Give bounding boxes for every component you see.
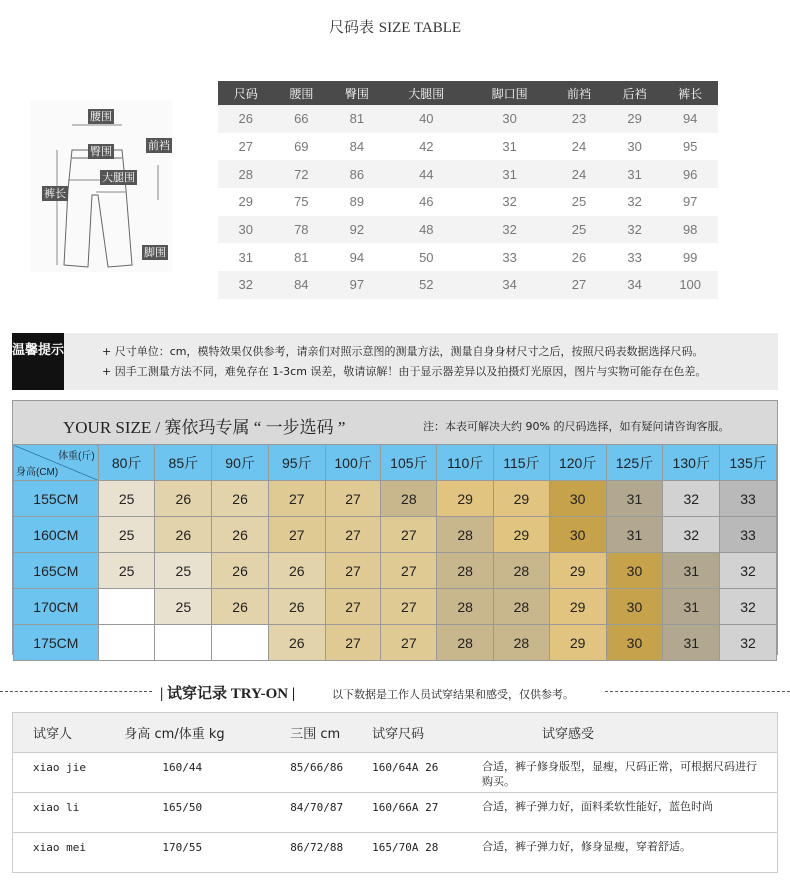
table-cell: 94 <box>349 249 365 265</box>
size-cell: 27 <box>325 625 381 661</box>
size-cell: 27 <box>268 481 325 517</box>
size-cell: 26 <box>268 589 325 625</box>
table-cell: 34 <box>468 271 551 299</box>
matrix-note: 注：本表可解决大约 90% 的尺码选择，如有疑问请咨询客服。 <box>423 420 730 433</box>
title-cn: 尺码表 <box>328 18 374 36</box>
weight-header: 115斤 <box>494 445 550 481</box>
notice-line: + 尺寸单位：cm，模特效果仅供参考，请亲们对照示意图的测量方法，测量自身身材尺寸之后，按照尺码表数据选择尺码。 <box>102 345 704 358</box>
size-cell <box>212 625 269 661</box>
table-cell: 97 <box>682 194 698 210</box>
page-title <box>0 16 790 37</box>
title-en: SIZE TABLE <box>378 20 462 36</box>
column-header: 大腿围 <box>385 81 468 105</box>
size-cell: 29 <box>437 481 494 517</box>
tryon-row <box>13 753 778 793</box>
corner-weight: 体重(斤) <box>58 451 95 462</box>
table-cell: 25 <box>551 216 607 244</box>
size-cell: 26 <box>155 481 212 517</box>
label-front-rise: 前裆 <box>148 139 170 152</box>
table-row <box>218 188 718 216</box>
size-cell: 26 <box>155 517 212 553</box>
table-cell: 69 <box>294 139 309 155</box>
size-cell: 26 <box>212 553 269 589</box>
table-cell: 24 <box>571 139 587 155</box>
table-cell: 75 <box>294 194 309 210</box>
table-cell: 42 <box>419 139 434 155</box>
column-header: 三围 cm <box>282 713 372 753</box>
size-cell: 30 <box>549 481 606 517</box>
table-cell: 52 <box>385 271 468 299</box>
table-cell: 23 <box>551 105 607 133</box>
size-cell: 30 <box>606 589 663 625</box>
size-cell: 27 <box>381 625 437 661</box>
table-row <box>218 271 718 299</box>
label-waist: 腰围 <box>90 110 112 123</box>
table-cell: 92 <box>329 216 385 244</box>
size-cell: 32 <box>720 589 777 625</box>
size-cell: 28 <box>437 517 494 553</box>
column-header: 前裆 <box>551 81 607 105</box>
size-cell: 31 <box>663 625 720 661</box>
size-cell: 27 <box>325 517 381 553</box>
tryon-cell: 85/66/86 <box>282 753 372 793</box>
table-cell: 97 <box>329 271 385 299</box>
matrix-row <box>14 481 777 517</box>
size-cell: 26 <box>212 517 269 553</box>
column-header: 试穿感受 <box>482 713 778 753</box>
table-cell: 25 <box>571 194 587 210</box>
table-cell: 66 <box>274 105 330 133</box>
size-cell: 29 <box>494 481 550 517</box>
table-cell: 29 <box>607 105 663 133</box>
table-cell: 48 <box>385 216 468 244</box>
matrix-row <box>14 625 777 661</box>
table-cell: 81 <box>294 249 309 265</box>
size-cell: 25 <box>155 589 212 625</box>
size-cell: 31 <box>606 481 663 517</box>
size-cell: 27 <box>381 553 437 589</box>
weight-header: 125斤 <box>606 445 663 481</box>
table-cell: 81 <box>329 105 385 133</box>
label-hem: 脚围 <box>144 246 166 259</box>
tryon-cell: 84/70/87 <box>282 793 372 833</box>
tryon-row <box>13 793 778 833</box>
table-row <box>218 105 718 133</box>
column-header: 脚口围 <box>468 81 551 105</box>
weight-header: 85斤 <box>155 445 212 481</box>
table-cell: 32 <box>218 271 274 299</box>
size-table <box>218 81 718 299</box>
size-cell: 31 <box>606 517 663 553</box>
tryon-cell: 合适，裤子弹力好，修身显瘦，穿着舒适。 <box>482 833 778 873</box>
size-cell: 25 <box>155 553 212 589</box>
size-cell: 32 <box>663 481 720 517</box>
table-cell: 50 <box>419 249 434 265</box>
weight-header: 120斤 <box>549 445 606 481</box>
tryon-table <box>12 712 778 873</box>
table-cell: 40 <box>385 105 468 133</box>
table-cell: 27 <box>551 271 607 299</box>
column-header: 腰围 <box>274 81 330 105</box>
table-cell: 95 <box>682 139 698 155</box>
size-cell: 30 <box>606 553 663 589</box>
table-cell: 32 <box>502 194 517 210</box>
table-cell: 44 <box>385 160 468 188</box>
table-cell: 30 <box>218 216 274 244</box>
size-cell <box>155 625 212 661</box>
weight-header: 130斤 <box>663 445 720 481</box>
tryon-heading <box>0 682 790 702</box>
tryon-cell: 160/64A 26 <box>372 753 482 793</box>
pants-diagram <box>30 100 172 272</box>
size-cell: 26 <box>212 589 269 625</box>
size-cell: 27 <box>268 517 325 553</box>
tryon-cell: 170/55 <box>112 833 282 873</box>
table-cell: 31 <box>607 160 663 188</box>
column-header: 试穿尺码 <box>372 713 482 753</box>
tryon-cell: 合适，裤子弹力好，面料柔软性能好，蓝色时尚 <box>482 793 778 833</box>
notice-box <box>12 333 778 390</box>
table-cell: 98 <box>662 216 718 244</box>
table-cell: 94 <box>662 105 718 133</box>
height-label: 175CM <box>14 625 99 661</box>
table-cell: 34 <box>607 271 663 299</box>
table-row <box>218 216 718 244</box>
table-row <box>218 160 718 188</box>
table-cell: 78 <box>274 216 330 244</box>
tryon-cell: xiao mei <box>13 833 113 873</box>
size-cell: 25 <box>98 517 155 553</box>
tryon-subtitle: 以下数据是工作人员试穿结果和感受，仅供参考。 <box>332 688 574 701</box>
table-cell: 26 <box>218 105 274 133</box>
height-label: 160CM <box>14 517 99 553</box>
table-cell: 84 <box>274 271 330 299</box>
size-cell: 28 <box>381 481 437 517</box>
size-cell: 27 <box>325 481 381 517</box>
notice-line: + 因手工测量方法不同，难免存在 1-3cm 误差，敬请谅解！由于显示器差异以及拍摄灯光原因，图片与实物可能存在色差。 <box>102 365 707 378</box>
size-cell: 28 <box>494 589 550 625</box>
table-cell: 30 <box>468 105 551 133</box>
column-header: 臀围 <box>329 81 385 105</box>
matrix-row <box>14 589 777 625</box>
size-cell: 32 <box>720 553 777 589</box>
table-cell: 32 <box>607 216 663 244</box>
table-cell: 96 <box>662 160 718 188</box>
size-cell: 28 <box>437 553 494 589</box>
size-cell: 28 <box>494 625 550 661</box>
size-cell: 33 <box>720 481 777 517</box>
matrix-title: YOUR SIZE / 赛依玛专属 “ 一步选码 ” <box>63 418 346 437</box>
column-header: 裤长 <box>662 81 718 105</box>
tryon-cell: 160/66A 27 <box>372 793 482 833</box>
size-cell <box>98 625 155 661</box>
size-cell: 29 <box>549 589 606 625</box>
size-cell: 30 <box>549 517 606 553</box>
table-cell: 27 <box>238 139 253 155</box>
table-cell: 46 <box>419 194 434 210</box>
height-label: 170CM <box>14 589 99 625</box>
size-cell: 29 <box>549 553 606 589</box>
table-cell: 89 <box>349 194 365 210</box>
weight-header: 105斤 <box>381 445 437 481</box>
tryon-cell: xiao jie <box>13 753 113 793</box>
table-cell: 24 <box>551 160 607 188</box>
column-header: 后裆 <box>607 81 663 105</box>
table-cell: 26 <box>571 249 587 265</box>
tryon-cell: xiao li <box>13 793 113 833</box>
size-cell: 31 <box>663 589 720 625</box>
size-cell: 33 <box>720 517 777 553</box>
size-cell: 32 <box>720 625 777 661</box>
table-cell: 33 <box>627 249 642 265</box>
tryon-cell: 165/70A 28 <box>372 833 482 873</box>
size-cell: 27 <box>325 589 381 625</box>
size-cell: 29 <box>549 625 606 661</box>
label-thigh: 大腿围 <box>102 171 135 184</box>
height-label: 165CM <box>14 553 99 589</box>
size-cell: 27 <box>325 553 381 589</box>
label-hip: 臀围 <box>90 145 112 158</box>
notice-badge: 温馨提示 <box>12 333 64 390</box>
size-cell: 26 <box>212 481 269 517</box>
column-header: 尺码 <box>218 81 274 105</box>
tryon-title: | 试穿记录 TRY-ON | <box>160 686 296 702</box>
table-cell: 86 <box>329 160 385 188</box>
column-header: 试穿人 <box>13 713 113 753</box>
tryon-cell: 165/50 <box>112 793 282 833</box>
table-cell: 99 <box>682 249 698 265</box>
weight-header: 100斤 <box>325 445 381 481</box>
size-cell: 29 <box>494 517 550 553</box>
matrix-corner <box>14 445 99 481</box>
size-cell: 27 <box>381 589 437 625</box>
size-cell: 25 <box>98 481 155 517</box>
tryon-cell: 160/44 <box>112 753 282 793</box>
size-cell: 30 <box>606 625 663 661</box>
table-cell: 30 <box>627 139 642 155</box>
size-cell: 25 <box>98 553 155 589</box>
tryon-cell: 86/72/88 <box>282 833 372 873</box>
table-cell: 84 <box>349 139 365 155</box>
column-header: 身高 cm/体重 kg <box>112 713 282 753</box>
matrix-row <box>14 553 777 589</box>
label-length: 裤长 <box>44 187 66 200</box>
table-cell: 28 <box>218 160 274 188</box>
table-row <box>218 133 718 161</box>
size-cell: 32 <box>663 517 720 553</box>
size-cell: 28 <box>437 625 494 661</box>
table-cell: 100 <box>662 271 718 299</box>
table-cell: 31 <box>502 139 517 155</box>
table-cell: 31 <box>468 160 551 188</box>
height-label: 155CM <box>14 481 99 517</box>
size-cell: 28 <box>494 553 550 589</box>
weight-header: 110斤 <box>437 445 494 481</box>
weight-header: 90斤 <box>212 445 269 481</box>
size-cell: 26 <box>268 553 325 589</box>
table-row <box>218 243 718 271</box>
corner-height: 身高(CM) <box>16 467 59 478</box>
size-cell: 26 <box>268 625 325 661</box>
weight-header: 80斤 <box>98 445 155 481</box>
size-recommendation-matrix <box>12 400 778 655</box>
table-cell: 31 <box>238 249 253 265</box>
weight-header: 95斤 <box>268 445 325 481</box>
table-cell: 32 <box>468 216 551 244</box>
tryon-row <box>13 833 778 873</box>
size-cell: 31 <box>663 553 720 589</box>
size-cell <box>98 589 155 625</box>
table-cell: 72 <box>274 160 330 188</box>
table-cell: 33 <box>502 249 517 265</box>
matrix-row <box>14 517 777 553</box>
tryon-cell: 合适，裤子修身版型，显瘦，尺码正常，可根据尺码进行购买。 <box>482 753 778 793</box>
size-cell: 27 <box>381 517 437 553</box>
size-cell: 28 <box>437 589 494 625</box>
table-cell: 32 <box>627 194 642 210</box>
table-cell: 29 <box>238 194 253 210</box>
weight-header: 135斤 <box>720 445 777 481</box>
